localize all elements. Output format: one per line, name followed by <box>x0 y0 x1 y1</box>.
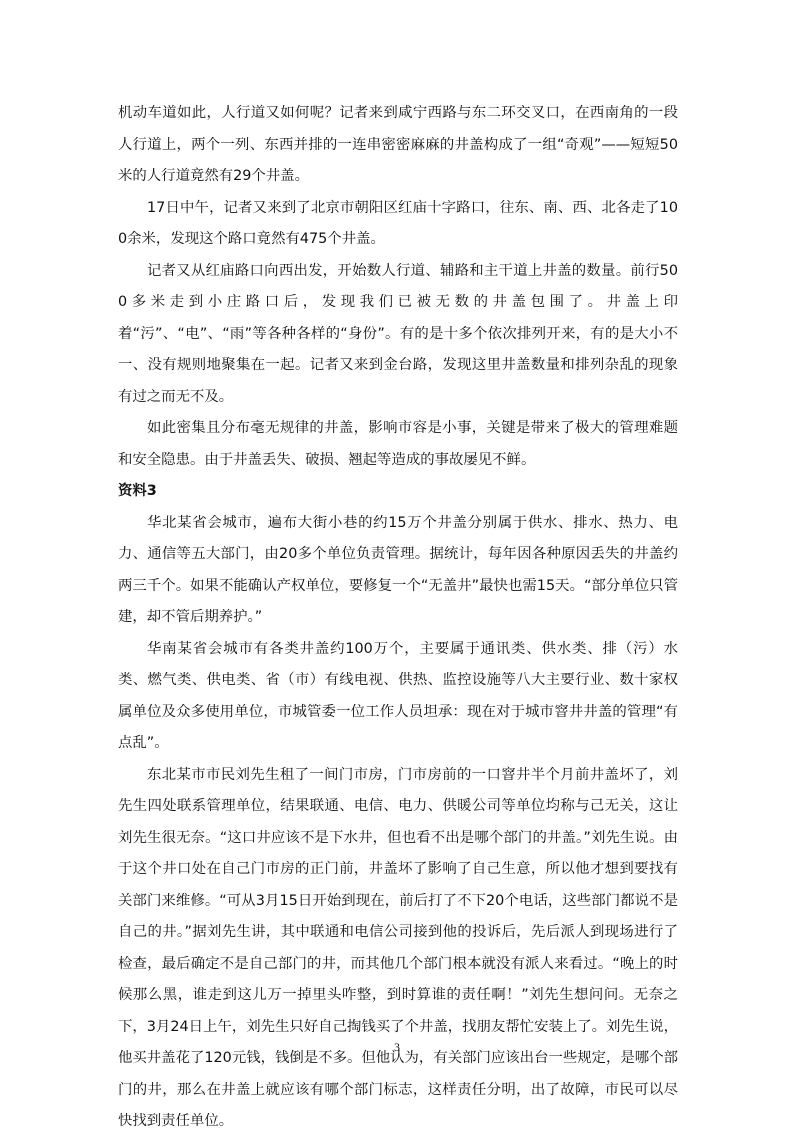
paragraph: 华北某省会城市，遍布大街小巷的约15万个井盖分别属于供水、排水、热力、电力、通信等五大部门，由20多个单位负责管理。据统计，每年因各种原因丢失的井盖约两三千个。如果不能确认产权单位，要修复一个“无盖井”最快也需15天。“部分单位只管建，却不管后期养护。” <box>118 514 678 625</box>
paragraph: 17日中午，记者又来到了北京市朝阳区红庙十字路口，往东、南、西、北各走了100余米，发现这个路口竟然有475个井盖。 <box>118 199 678 247</box>
page-number: 3 <box>394 1040 400 1054</box>
paragraph: 机动车道如此，人行道又如何呢？记者来到咸宁西路与东二环交叉口，在西南角的一段人行道上，两个一列、东西并排的一连串密密麻麻的井盖构成了一组“奇观”——短短50米的人行道竟然有29个井盖。 <box>118 105 678 184</box>
paragraph: 如此密集且分布毫无规律的井盖，影响市容是小事，关键是带来了极大的管理难题和安全隐患。由于井盖丢失、破损、翘起等造成的事故屡见不鲜。 <box>118 420 678 468</box>
document-body <box>118 98 678 1138</box>
section-heading: 资料3 <box>118 483 157 499</box>
paragraph: 华南某省会城市有各类井盖约100万个，主要属于通讯类、供水类、排（污）水类、燃气类、供电类、省（市）有线电视、供热、监控设施等八大主要行业、数十家权属单位及众多使用单位，市城管委一位工作人员坦承：现在对于城市窨井井盖的管理“有点乱”。 <box>118 640 678 751</box>
paragraph: 记者又从红庙路口向西出发，开始数人行道、辅路和主干道上井盖的数量。前行500多米走到小庄路口后，发现我们已被无数的井盖包围了。井盖上印着“污”、“电”、“雨”等各种各样的“身份”。有的是十多个依次排列开来，有的是大小不一、没有规则地聚集在一起。记者又来到金台路，发现这里井盖数量和排列杂乱的现象有过之而无不及。 <box>118 262 678 405</box>
section-top <box>118 98 678 476</box>
paragraph: 东北某市市民刘先生租了一间门市房，门市房前的一口窨井半个月前井盖坏了，刘先生四处联系管理单位，结果联通、电信、电力、供暖公司等单位均称与己无关，这让刘先生很无奈。“这口井应该不是下水井，但也看不出是哪个部门的井盖。”刘先生说。由于这个井口处在自己门市房的正门前，井盖坏了影响了自己生意，所以他才想到要找有关部门来维修。“可从3月15日开始到现在，前后打了不下20个电话，这些部门都说不是自己的井。”据刘先生讲，其中联通和电信公司接到他的投诉后，先后派人到现场进行了检查，最后确定不是自己部门的井，而其他几个部门根本就没有派人来看过。“晚上的时候那么黑，谁走到这儿万一掉里头咋整，到时算谁的责任啊！”刘先生想问问。无奈之下，3月24日上午，刘先生只好自己掏钱买了个井盖，找朋友帮忙安装上了。刘先生说，他买井盖花了120元钱，钱倒是不多。但他认为，有关部门应该出台一些规定，是哪个部门的井，那么在井盖上就应该有哪个部门标志，这样责任分明，出了故障，市民可以尽快找到责任单位。 <box>118 766 678 1129</box>
